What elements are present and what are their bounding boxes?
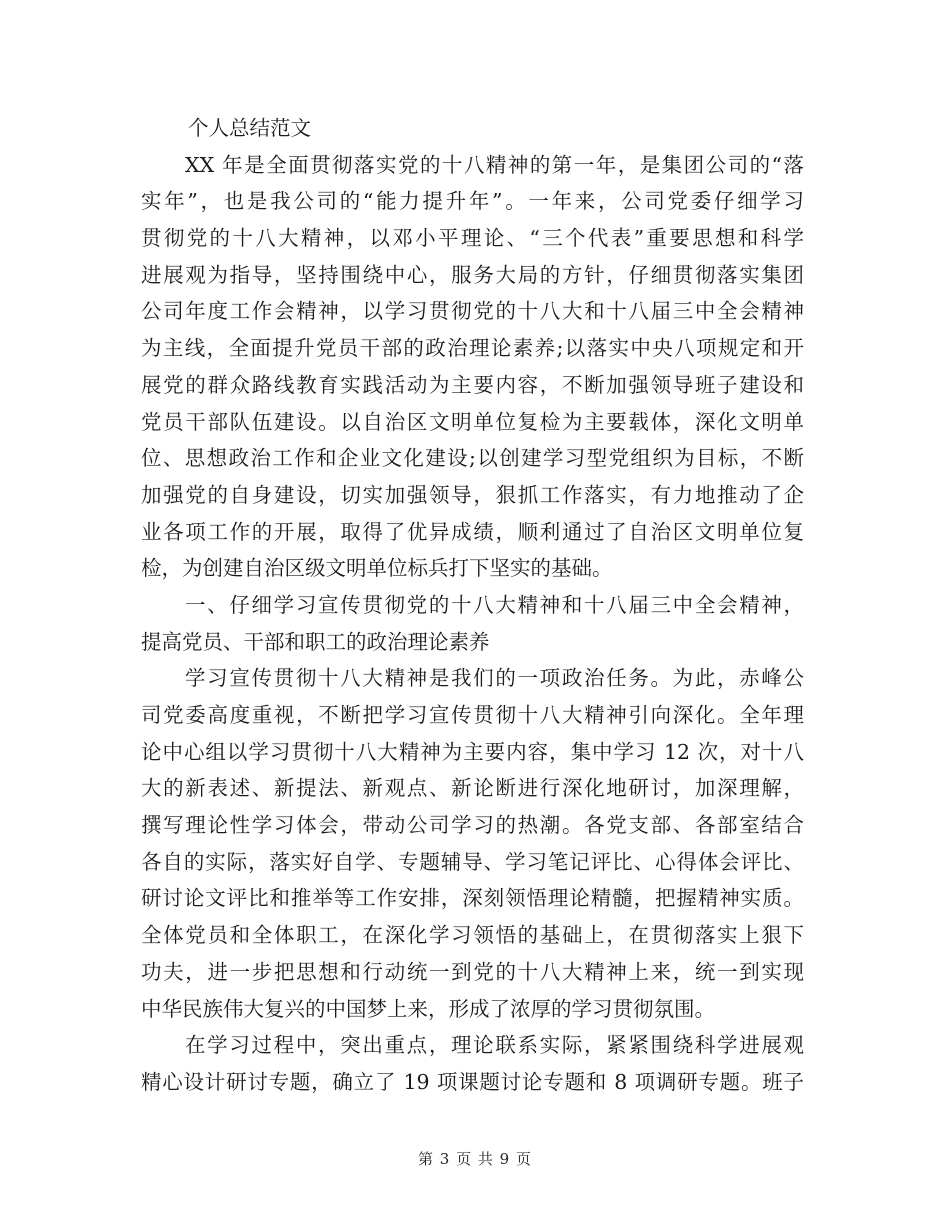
paragraph-line: 撰写理论性学习体会，带动公司学习的热潮。各党支部、各部室结合 (141, 813, 804, 838)
paragraph-line: 精心设计研讨专题，确立了 19 项课题讨论专题和 8 项调研专题。班子 (141, 1069, 804, 1094)
section-heading-line: 一、仔细学习宣传贯彻党的十八大精神和十八届三中全会精神， (185, 592, 804, 617)
paragraph-line: 业各项工作的开展，取得了优异成绩，顺利通过了自治区文明单位复 (141, 519, 804, 544)
paragraph-line: XX 年是全面贯彻落实党的十八精神的第一年，是集团公司的“落 (185, 152, 804, 177)
paragraph-line: 全体党员和全体职工，在深化学习领悟的基础上，在贯彻落实上狠下 (141, 923, 804, 948)
paragraph-line: 贯彻党的十八大精神，以邓小平理论、“三个代表”重要思想和科学 (141, 226, 804, 251)
paragraph-line: 检，为创建自治区级文明单位标兵打下坚实的基础。 (141, 556, 613, 581)
paragraph-line: 展党的群众路线教育实践活动为主要内容，不断加强领导班子建设和 (141, 372, 804, 397)
paragraph-line: 公司年度工作会精神，以学习贯彻党的十八大和十八届三中全会精神 (141, 299, 804, 324)
paragraph-line: 大的新表述、新提法、新观点、新论断进行深化地研讨，加深理解， (141, 776, 804, 801)
document-body (141, 110, 804, 1101)
paragraph-line: 中华民族伟大复兴的中国梦上来，形成了浓厚的学习贯彻氛围。 (141, 996, 715, 1021)
section-heading-line: 提高党员、干部和职工的政治理论素养 (141, 629, 490, 654)
document-title: 个人总结范文 (188, 116, 311, 140)
paragraph-line: 实年”，也是我公司的“能力提升年”。一年来，公司党委仔细学习 (141, 189, 804, 214)
paragraph-line: 各自的实际，落实好自学、专题辅导、学习笔记评比、心得体会评比、 (141, 849, 804, 874)
paragraph-line: 学习宣传贯彻十八大精神是我们的一项政治任务。为此，赤峰公 (185, 666, 804, 691)
paragraph-line: 进展观为指导，坚持围绕中心，服务大局的方针，仔细贯彻落实集团 (141, 262, 804, 287)
paragraph-line: 在学习过程中，突出重点，理论联系实际，紧紧围绕科学进展观 (185, 1033, 804, 1058)
paragraph-line: 为主线，全面提升党员干部的政治理论素养;以落实中央八项规定和开 (141, 336, 804, 361)
paragraph-line: 研讨论文评比和推举等工作安排，深刻领悟理论精髓，把握精神实质。 (141, 886, 804, 911)
paragraph-line: 加强党的自身建设，切实加强领导，狠抓工作落实，有力地推动了企 (141, 482, 804, 507)
paragraph-line: 司党委高度重视，不断把学习宣传贯彻十八大精神引向深化。全年理 (141, 703, 804, 727)
paragraph-line: 论中心组以学习贯彻十八大精神为主要内容，集中学习 12 次，对十八 (141, 739, 804, 764)
paragraph-line: 位、思想政治工作和企业文化建设;以创建学习型党组织为目标，不断 (141, 446, 804, 471)
paragraph-line: 功夫，进一步把思想和行动统一到党的十八大精神上来，统一到实现 (141, 959, 804, 984)
paragraph-line: 党员干部队伍建设。以自治区文明单位复检为主要载体，深化文明单 (141, 409, 804, 434)
page-number-footer: 第 3 页 共 9 页 (418, 1150, 532, 1168)
